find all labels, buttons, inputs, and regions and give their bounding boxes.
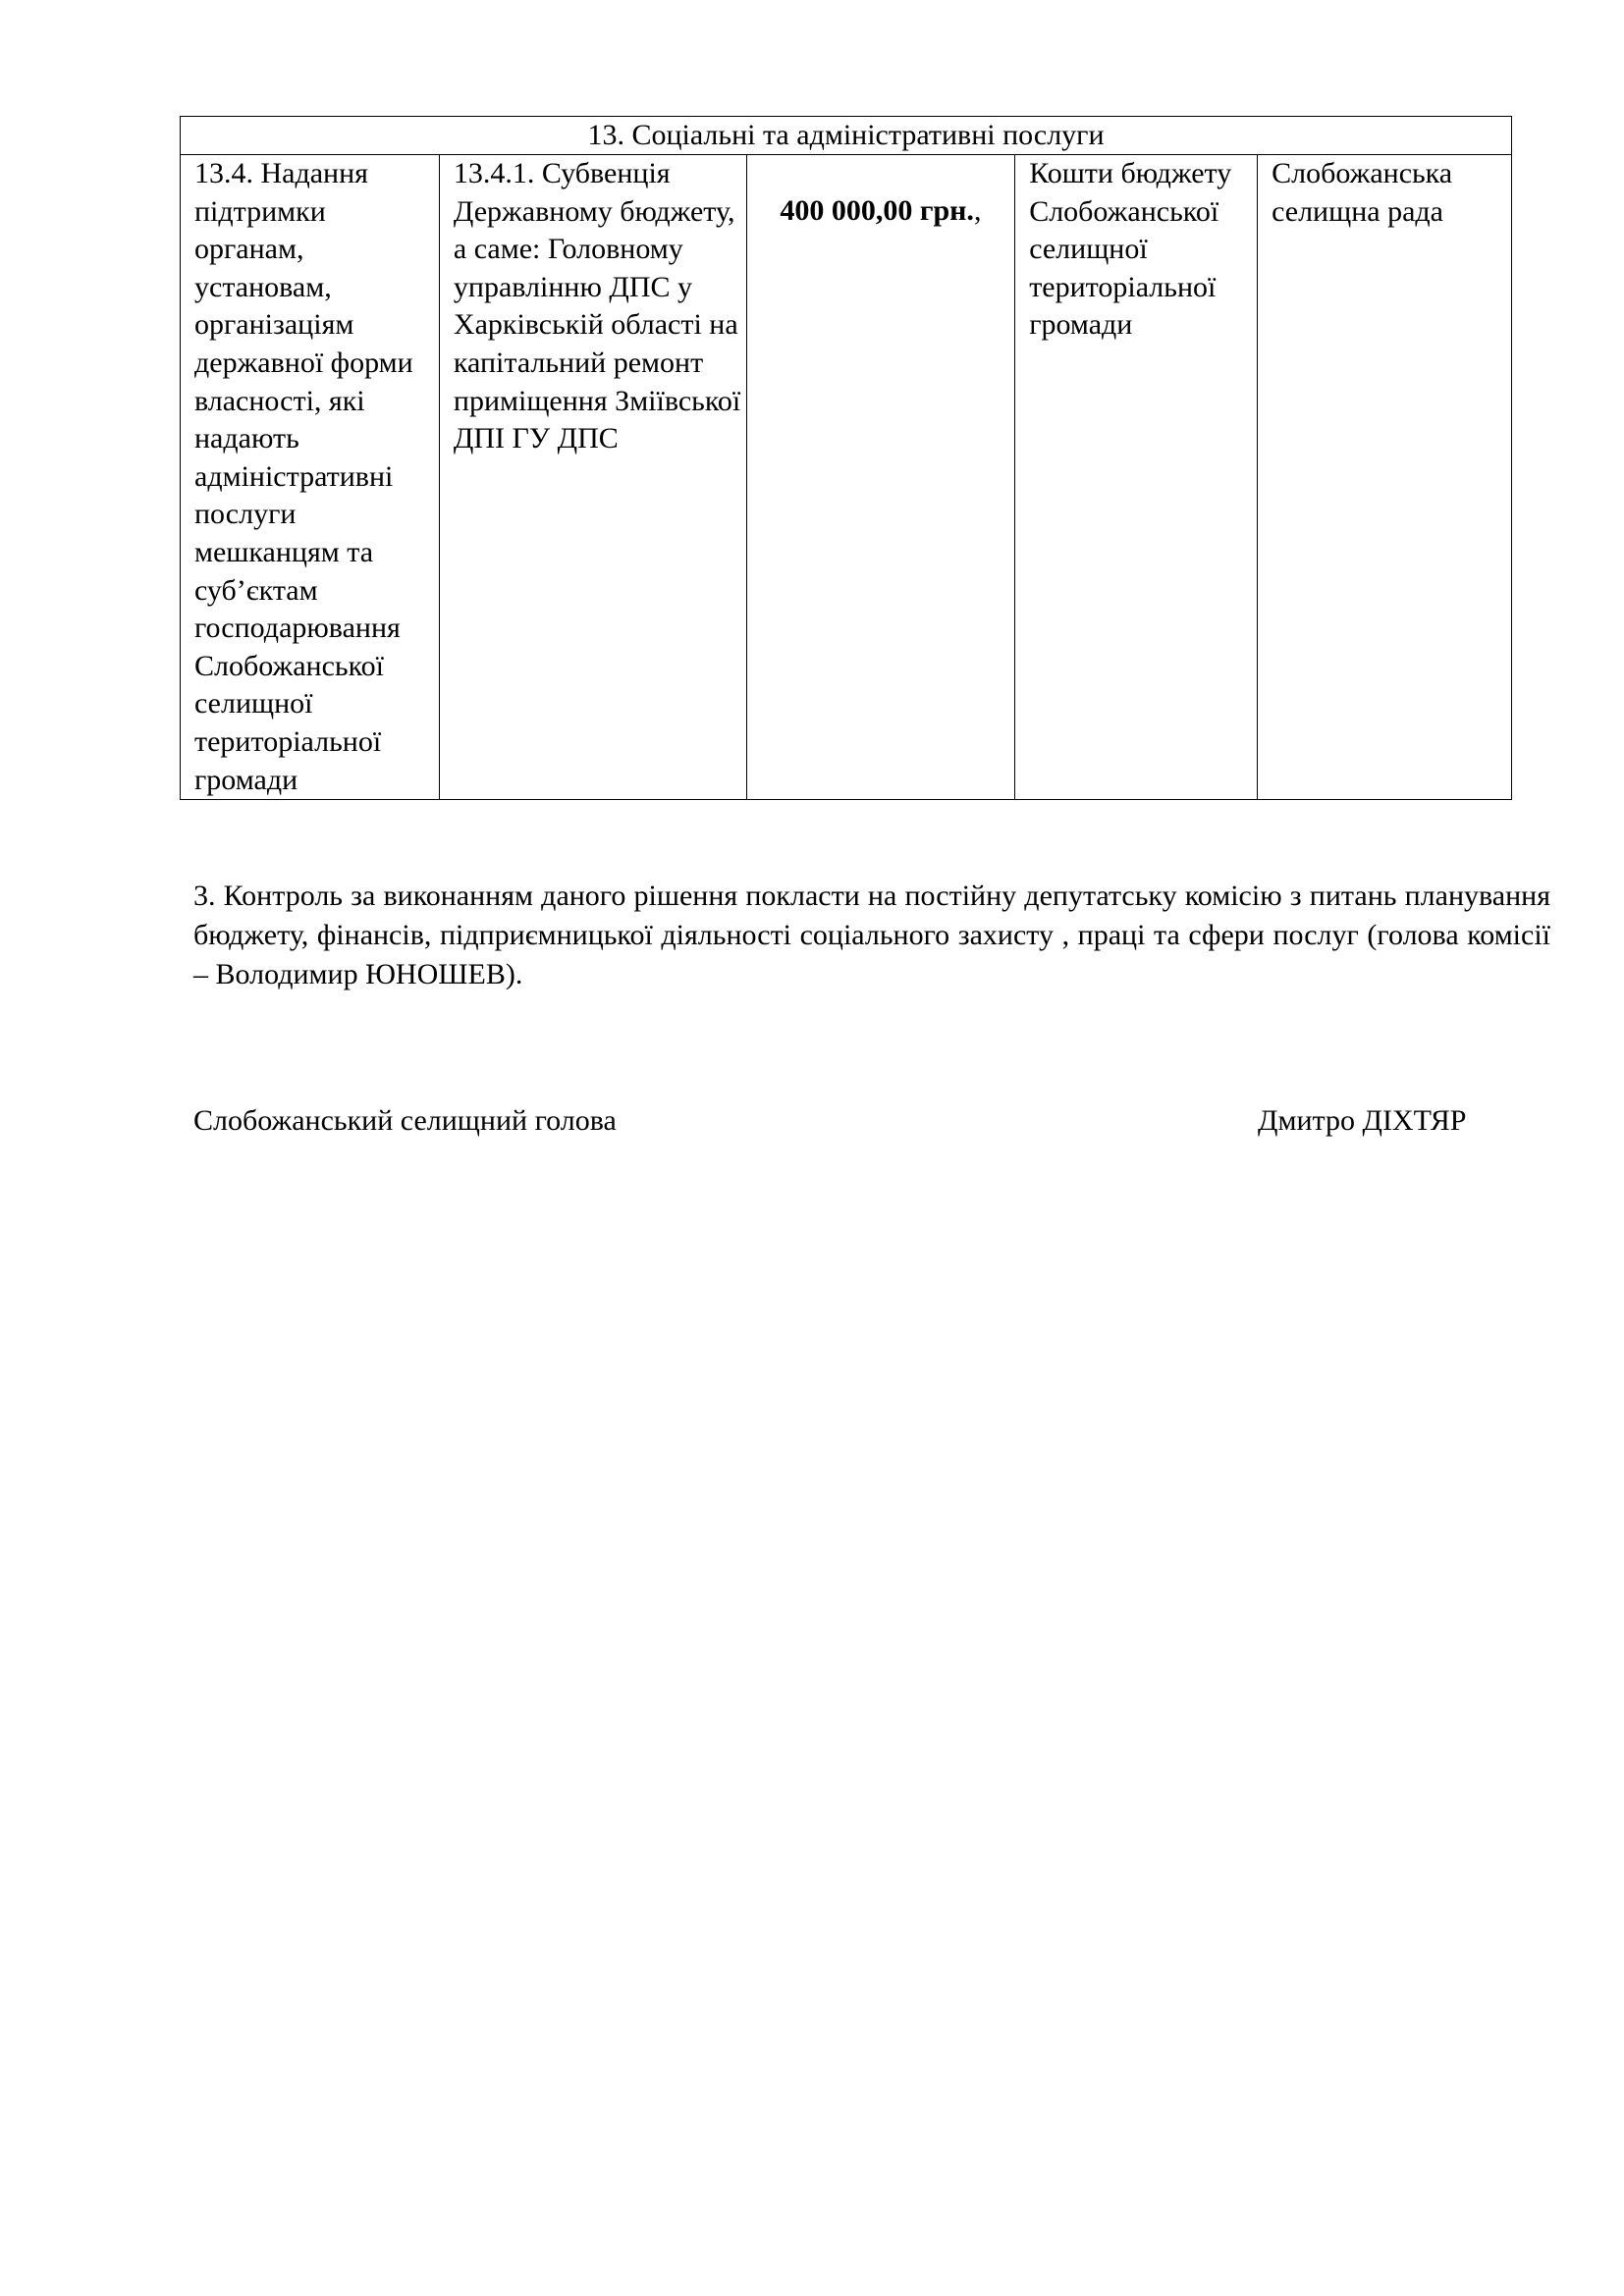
table-row	[181, 155, 1512, 800]
table-section-row	[181, 117, 1512, 155]
amount-suffix: ,	[973, 194, 982, 227]
amount-text	[780, 192, 981, 231]
control-paragraph: 3. Контроль за виконанням даного рішення покласти на постійну депутатську комісію з питань планування бюджету, фінансів, підприємницької діяльності соціального захисту , праці та сфери послуг (голова комісії – Володимир ЮНОШЕВ).	[193, 880, 1550, 990]
signature-position: Слобожанський селищний голова	[193, 1104, 617, 1137]
program-table	[180, 116, 1512, 800]
signature-name: Дмитро ДІХТЯР	[1258, 1104, 1467, 1137]
executor-cell: Слобожанська селищна рада	[1258, 155, 1512, 800]
amount-cell	[746, 155, 1015, 800]
funding-source-cell: Кошти бюджету Слобожанської селищної територіальної громади	[1015, 155, 1258, 800]
subvention-cell: 13.4.1. Субвенція Державному бюджету, а саме: Головному управлінню ДПС у Харківській області на капітальний ремонт приміщення Зміївської ДПІ ГУ ДПС	[439, 155, 746, 800]
section-header: 13. Соціальні та адміністративні послуги	[181, 117, 1512, 155]
measure-cell: 13.4. Надання підтримки органам, установам, організаціям державної форми власності, які надають адміністративні послуги мешканцям та суб’єктам господарювання Слобожанської селищної територіальної громади	[181, 155, 440, 800]
amount-value: 400 000,00 грн.	[780, 194, 974, 227]
